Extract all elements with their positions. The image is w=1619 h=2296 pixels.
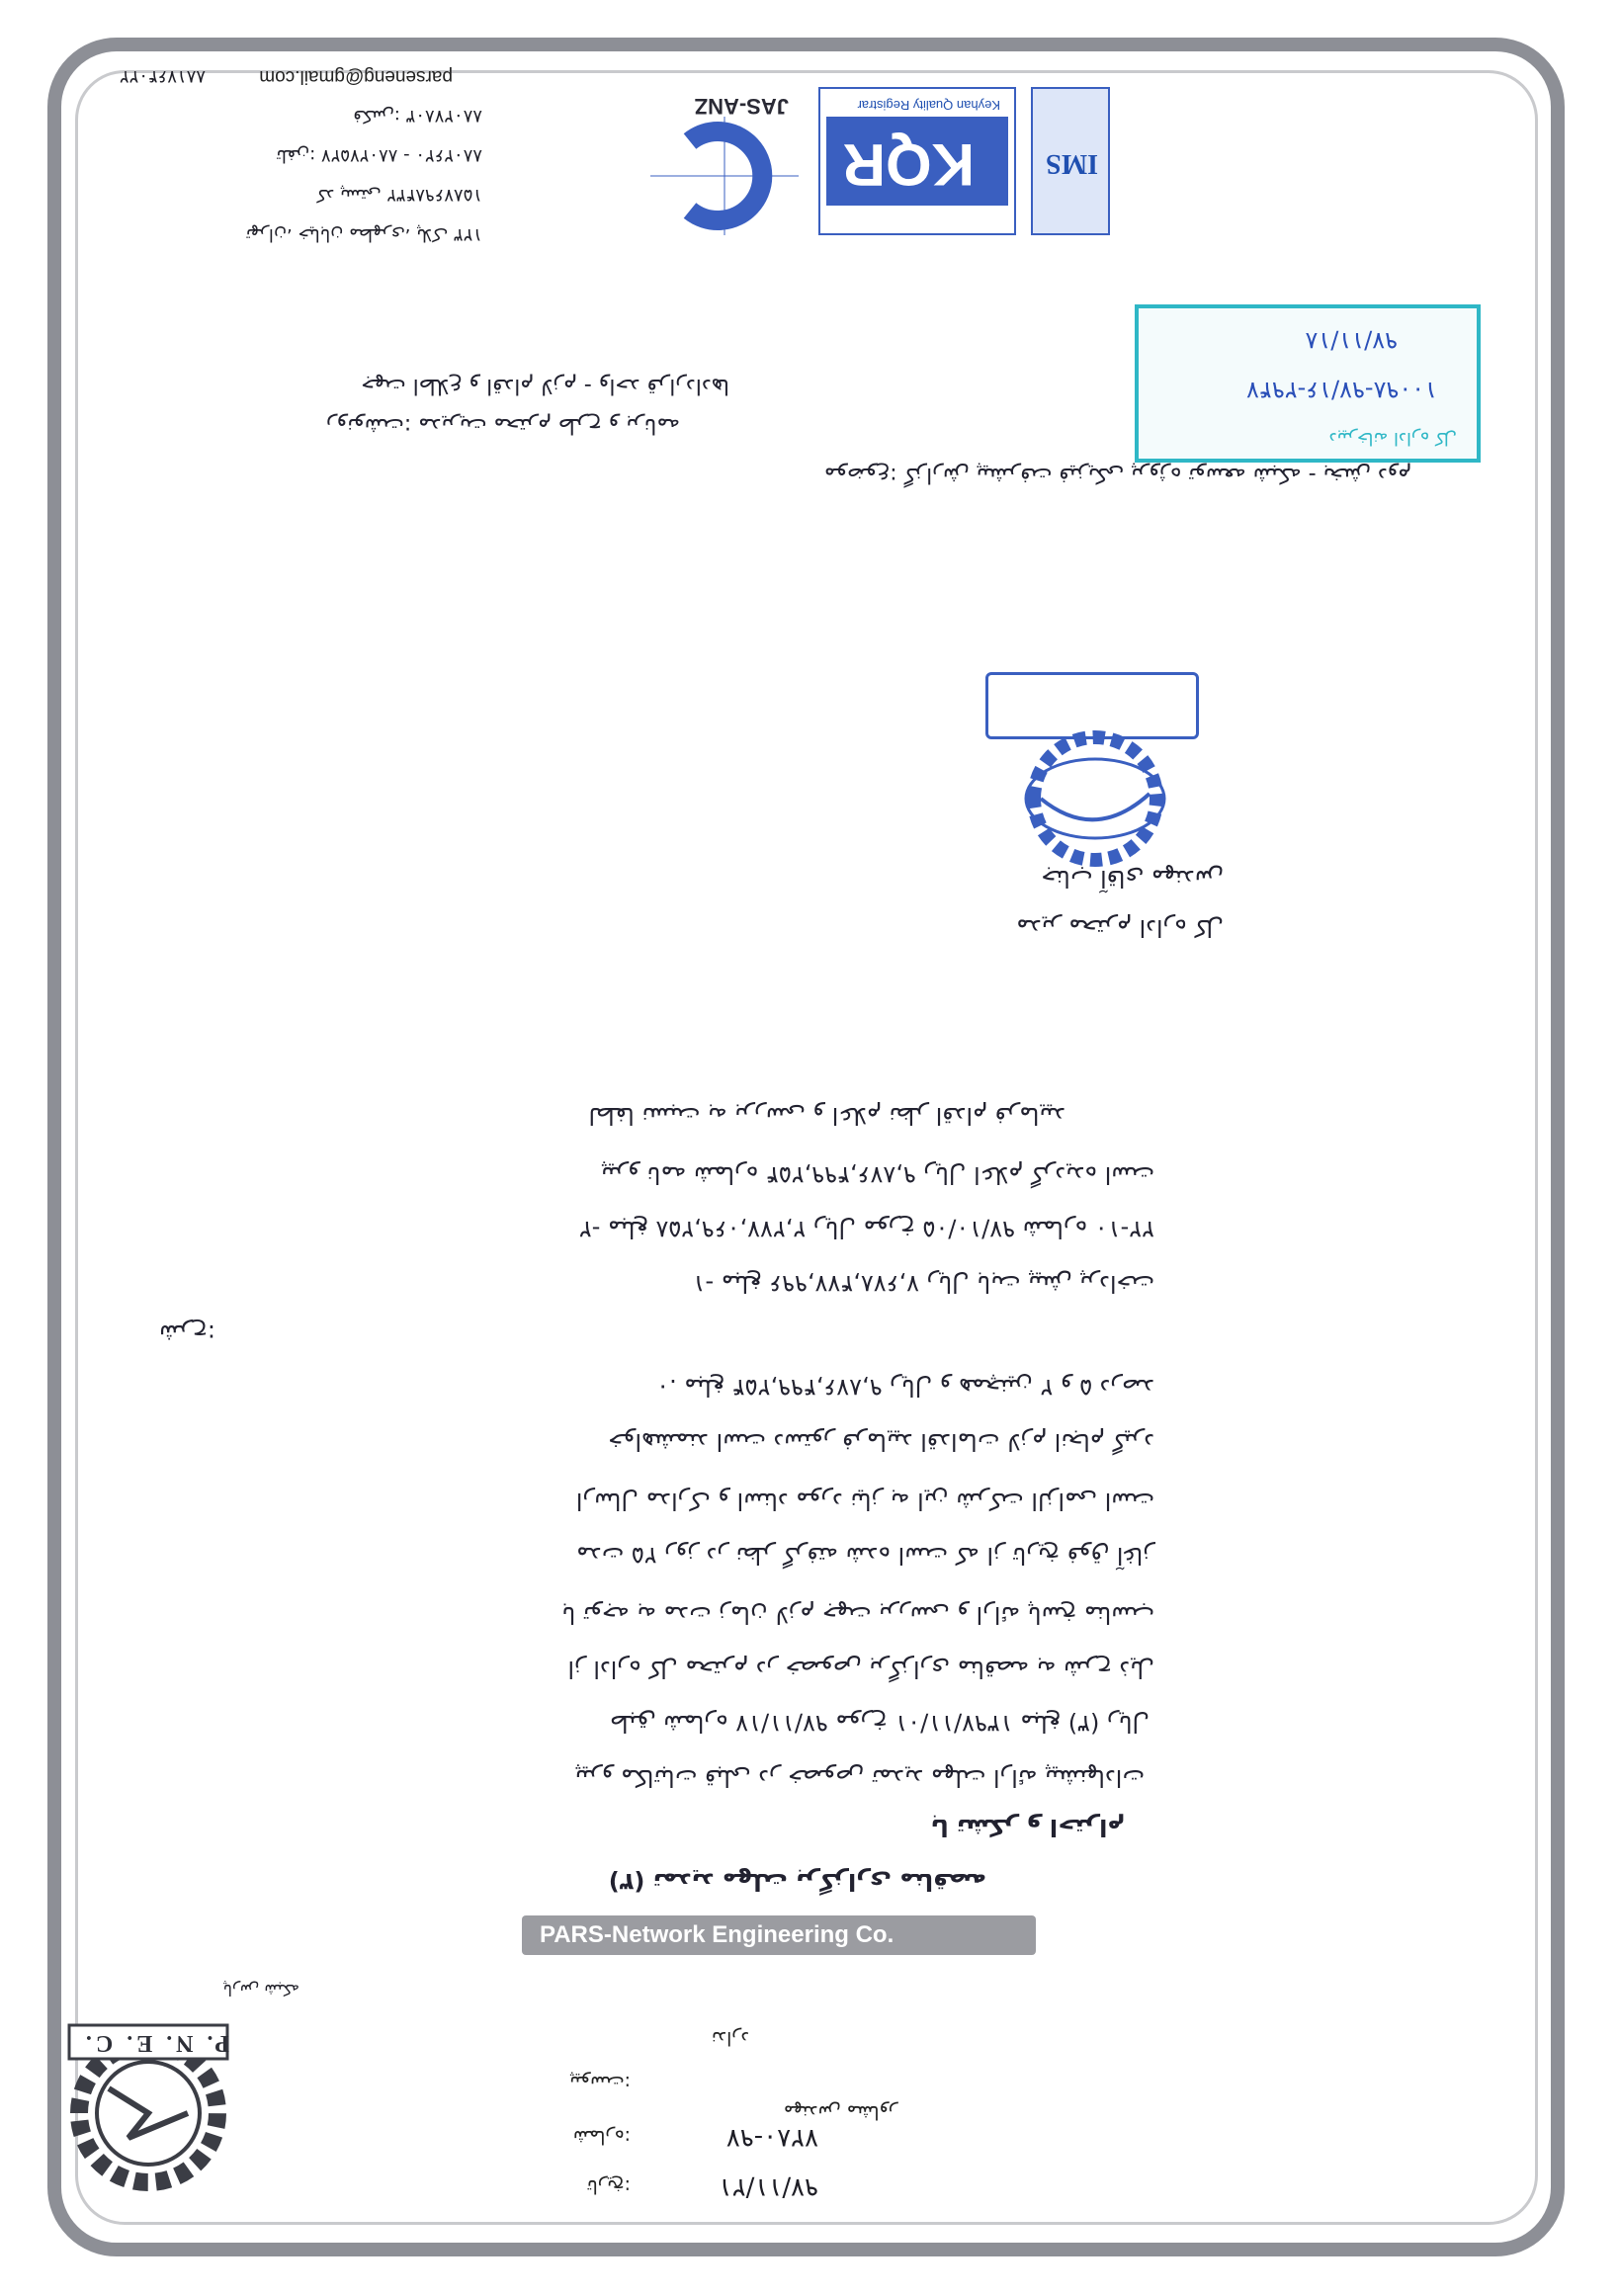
company-name-bar: [522, 1915, 1036, 1955]
subject-line: (۳) تمدید مهلت برگزاری مناقصه: [608, 1868, 986, 1896]
jas-anz-logo: [650, 87, 799, 235]
body-line: با توجه به مدت زمان لازم جهت بررسی و ارائه پاسخ مناسب: [561, 1601, 1154, 1629]
footer-number-value: ۷۲۸۰-۹۷: [725, 2123, 818, 2153]
pnec-logo: [49, 2019, 247, 2207]
body-line: ۲- مبلغ ۲,۲۷۷,۰۶۹,۲۵۸ ریال مورخ ۹۷/۱۰/۰۵ شماره ۱۰-۲۲: [578, 1216, 1154, 1243]
jas-anz-label: JAS-ANZ: [694, 94, 789, 119]
body-line: پیرو مکاتبات قبلی در خصوص تمدید مهلت ارائه پیشنهادات: [574, 1764, 1145, 1792]
jas-anz-icon: [650, 117, 799, 235]
body-line: با تشکر و احترام: [930, 1814, 1125, 1841]
received-stamp: [1135, 304, 1481, 463]
footer-attachment-label: پیوست:: [569, 2072, 631, 2093]
body-line: طبق شماره ۹۷/۱۱/۱۷ مورخ ۱۳۹۷/۱۱/۰۱ مبلغ (۳) ریال: [610, 1710, 1150, 1738]
body-line: ارسال مدارک و اسناد مورد نیاز به این شرکت الزامی است: [575, 1488, 1154, 1515]
contact-fax: فکس: ۸۸۰۲۷۸۰۳: [353, 106, 482, 127]
contact-email[interactable]: parseneng@gmail.com: [259, 66, 453, 87]
ims-logo: [1031, 87, 1110, 235]
footer-number-label: شماره:: [572, 2126, 631, 2148]
body-line: ۰. مبلغ ۹,۸۷۶,۴۹۹,۲۵۴ ریال و همچنین ۲ و ۵ درصد: [656, 1374, 1154, 1402]
recipient: مدیر محترم اداره کل: [1016, 914, 1224, 942]
company-initials: P. N. E. C.: [81, 2030, 229, 2056]
stamp-date: ۹۷/۱۱/۱۸: [1305, 327, 1398, 355]
body-line: مدت ۲۵ روز در نظر گرفته شده است که از تاریخ فوق آغاز: [576, 1542, 1154, 1570]
kqr-caption: Keyhan Quality Registrar: [857, 98, 1000, 113]
company-seal-gear-icon: [991, 724, 1199, 873]
contact-postal: کد پستی ۱۵۸۷۶۹۸۴۳۲: [316, 185, 482, 206]
stamp-title: دبیرخانه اداره کل: [1328, 428, 1457, 449]
footer-attachment-value: ندارد: [711, 2027, 749, 2049]
cc-line: جهت اطلاع و اقدام لازم - واحد قراردادها: [361, 374, 729, 398]
company-name: PARS-Network Engineering Co.: [540, 1921, 895, 1948]
contact-address: تهران، خیابان مطهری، پلاک ۱۲۳: [245, 224, 482, 245]
footer-date-value: ۹۷/۱۱/۲۱: [718, 2172, 818, 2202]
kqr-label: KQR: [842, 131, 975, 198]
body-line: شرح:: [159, 1319, 215, 1347]
cc-line: رونوشت: مدیریت محترم طرح و برنامه: [326, 413, 680, 438]
recipient-sub: جناب آقای مهندس: [1041, 865, 1224, 893]
body-line: پیرو نامه شماره ۹,۸۷۶,۴۹۹,۲۵۴ ریال اعلام گردیده است: [601, 1161, 1154, 1189]
body-line: از اداره کل محترم در خصوص برگزاری مناقصه به شرح ذیل: [567, 1656, 1154, 1683]
contact-phone: تلفن: ۸۸۰۲۷۵۲۷ - ۸۸۰۲۶۲۰: [276, 145, 482, 166]
footer-company-fa: پارس شبکه: [222, 1981, 299, 1999]
contact-web: ۸۸۱۷۶۴۰۲۲: [119, 66, 206, 87]
body-line: لطفا نسبت به بررسی و اعلام نظر اقدام فرمایید: [588, 1102, 1065, 1130]
kqr-logo: [818, 87, 1016, 235]
ims-label: IMS: [1046, 148, 1098, 179]
footer-date-label: تاریخ:: [586, 2175, 631, 2197]
stamp-number: ۱۰۰۹۸-۹۷/۱۶-۲۹۴۷: [1246, 377, 1437, 404]
footer-signature-note: مهندس مشاور: [783, 2101, 897, 2123]
main-subject: موضوع: گزارش پیشرفت فیزیکی پروژه توسعه شبکه - بخش دوم: [823, 463, 1411, 487]
body-line: ۱- مبلغ ۷,۶۷۸,۴۷۷,۹۹۶ ریال بابت پیش پرداخت: [692, 1270, 1154, 1298]
body-line: خواهشمند است دستور فرمایید اقدامات لازم انجام گیرد: [608, 1428, 1154, 1456]
